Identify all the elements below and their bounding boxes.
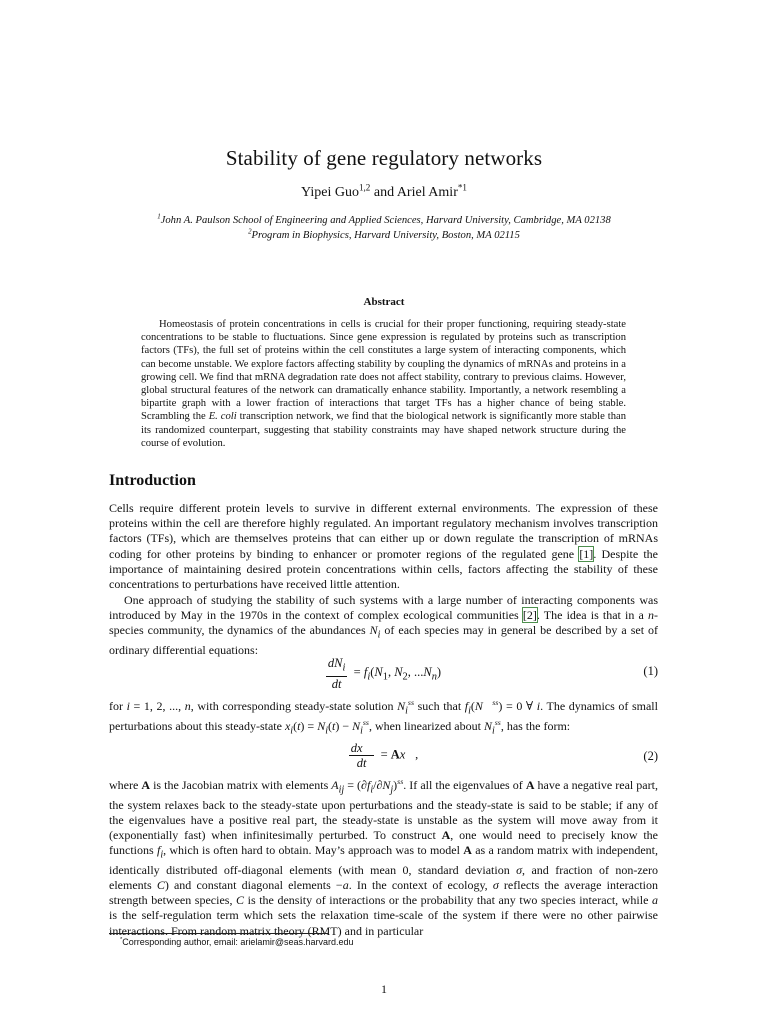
section-heading-introduction: Introduction [109, 472, 196, 489]
equation-1-expression: $\frac{dN_i}{dt}$ = $f_i(N_1$, $N_2$, $...N_n$) [327, 656, 442, 691]
intro-paragraph-3: for i = 1, 2, ..., n, with corresponding steady-state solution $N_i^{ss}$ such that $f_i(N⃗^{ss}) = 0$ ∀ i. The dynamics of small perturbations about this steady-state $x_i(t) = N_i(t) - N_i^{ss}$, when linearized about $N_i^{ss}$, has the form: [109, 698, 658, 736]
intro-p4-text-d: have a negative real part, the system relaxes back to the steady-state upon perturbations and the steady-state is said to be stable; if any of the eigenvalues have a positive real part, the steady-state is unstable as the system will move away from it (exponentially fast) when infinitesimally perturbed. To construct [109, 778, 658, 842]
intro-p4-text-j: . In the context of ecology, [348, 878, 493, 892]
intro-p4-text-k: reflects the average interaction strength between species, [109, 878, 658, 908]
intro-p3-text-f: , has the form: [500, 718, 571, 733]
citation-link-2[interactable]: [2] [522, 608, 537, 623]
equation-2-expression: $\frac{dx⃗}{dt}$ = Ax⃗, [350, 741, 419, 770]
matrix-A-symbol: A [141, 778, 151, 792]
intro-p4-text-h: , and fraction of non-zero elements [109, 862, 659, 892]
intro-p4-text-l: is the density of interactions or the probability that any two species interact, while [244, 893, 653, 908]
intro-p3-text-d: . The dynamics of small perturbations about this steady-state [109, 699, 658, 733]
equation-1-number: (1) [643, 664, 658, 678]
author-1: Yipei Guo [301, 185, 359, 200]
affiliation-2 [0, 230, 768, 241]
footnote-divider [109, 933, 329, 934]
intro-paragraph-4: where A is the Jacobian matrix with elements $A_{ij} = (\partial f_i/\partial N_j)^{ss}$. If all the eigenvalues of A have a negative real part, the system relaxes back to the steady-state upon perturbations and the steady-state is said to be stable; if any of the eigenvalues have a positive real part, the steady-state is unstable as the system will move away from it (exponentially fast) when infinitesimally perturbed. To construct A, one would need to precisely know the functions $f_i$, which is often hard to obtain. May’s approach was to model A as a random matrix with independent, identically distributed off-diagonal elements (with mean 0, standard deviation σ, and fraction of non-zero elements C) and constant diagonal elements −a. In the context of ecology, σ reflects the average interaction strength between species, C is the density of interactions or the probability that any two species interact, while a is the self-regulation term which sets the relaxation time-scale of the system if there were no other pairwise interactions. From random matrix theory (RMT) and in particular [109, 777, 659, 938]
abstract-part-1: Homeostasis of protein concentrations in cells is crucial for their proper functioning, requiring steady-state concentrations to be stable to fluctuations. Since gene expression is regulated by proteins such as transcription factors (TFs), the full set of proteins within the cell constitutes a large system of interacting components, which can become unstable. We explore factors affecting stability by coupling the dynamics of mRNAs and proteins in a growing cell. We find that mRNA degradation rate does not affect stability, contrary to previous claims. However, global structural features of the network can dramatically enhance stability. Importantly, a network resembling a bipartite graph with a lower fraction of interactions that target TFs has a higher chance of being stable. Scrambling the [141, 319, 626, 423]
intro-p2-text-d: of each species may in general be described by a set of ordinary differential equations: [109, 623, 658, 657]
affiliation-1 [0, 215, 768, 226]
affiliation-2-text: Program in Biophysics, Harvard University, Boston, MA 02115 [251, 230, 520, 241]
author-conjunction: and [370, 185, 397, 200]
author-2: Ariel Amir [396, 185, 458, 200]
abstract-text [141, 318, 626, 450]
intro-p3-text-c: such that [413, 699, 465, 713]
intro-p2-var-N: N [369, 623, 378, 638]
intro-p1-text-b: . Despite the importance of maintaining desired protein concentrations within cells, factors affecting the stability of these concentrations to perturbations have received little attention. [109, 546, 658, 592]
intro-p4-text-m: is the self-regulation term which sets the relaxation time-scale of the system if there were no other pairwise interactions. From random matrix theory (RMT) and in particular [109, 908, 658, 938]
affiliation-1-mark: 1 [157, 213, 161, 221]
intro-p4-text-c: . If all the eigenvalues of [403, 778, 526, 792]
equation-2 [109, 741, 658, 775]
affiliation-2-mark: 2 [248, 228, 252, 236]
intro-p4-text-g: as a random matrix with independent, identically distributed off-diagonal elements (with mean 0, standard deviation [109, 843, 658, 877]
author-line [0, 182, 768, 201]
page-number: 1 [381, 982, 387, 996]
intro-p2-text-a: One approach of studying the stability of such systems with a large number of interacting components was introduced by May in the 1970s in the context of complex ecological communities [109, 593, 658, 623]
paper-title: Stability of gene regulatory networks [225, 146, 543, 170]
intro-p4-text-b: is the Jacobian matrix with elements [150, 778, 332, 792]
intro-paragraph-1 [109, 501, 658, 592]
footnote-text: Corresponding author, email: arielamir@seas.harvard.edu [122, 937, 354, 947]
intro-p2-var-N-sub: i [377, 629, 381, 641]
intro-p1-text-a: Cells require different protein levels to survive in different external environments. The expression of these proteins within the cell are therefore highly regulated. An important regulatory mechanism involves transcription factors (TFs), which are themselves proteins that can either up or down regulate the transcription of mRNAs coding for other proteins by binding to enhancer or promoter regions of the regulated gene [109, 501, 658, 561]
equation-2-fraction: $\frac{dx⃗}{dt}$ [350, 741, 373, 770]
equation-1 [109, 656, 658, 690]
intro-p2-text-c: -species community, the dynamics of the abundances [109, 608, 658, 638]
intro-p4-text-a: where [109, 778, 142, 792]
intro-p3-text-e: , when linearized about [368, 718, 484, 733]
intro-p3-text-b: , with corresponding steady-state solution [190, 699, 398, 713]
intro-p4-text-e: , one would need to precisely know the functions [109, 828, 659, 858]
intro-p2-var-n: n [648, 608, 654, 623]
abstract-heading: Abstract [363, 296, 405, 308]
intro-p2-text-b: . The idea is that in a [536, 608, 648, 623]
equation-2-number: (2) [643, 749, 658, 763]
abstract-part-2: transcription network, we find that the biological network is significantly more stable than its randomized counterpart, suggesting that stability constraints may have shaped network structure during the course of evolution. [141, 411, 626, 449]
footnote-mark: * [120, 937, 123, 943]
abstract-ecoli: E. coli [208, 411, 237, 423]
affiliation-1-text: John A. Paulson School of Engineering and Applied Sciences, Harvard University, Cambridge, MA 02138 [160, 215, 611, 226]
author-1-affil-mark: 1,2 [358, 182, 371, 193]
footnote [120, 937, 354, 947]
intro-p4-text-f: , which is often hard to obtain. May’s approach was to model [163, 843, 464, 858]
equation-1-fraction: $\frac{dN_i}{dt}$ [327, 656, 346, 691]
citation-link-1[interactable]: [1] [579, 546, 594, 561]
intro-paragraph-2 [109, 593, 658, 658]
intro-p3-text-a: for [109, 699, 127, 713]
author-2-affil-mark: *1 [457, 182, 467, 193]
intro-p4-text-i: ) and constant diagonal elements [164, 878, 336, 892]
